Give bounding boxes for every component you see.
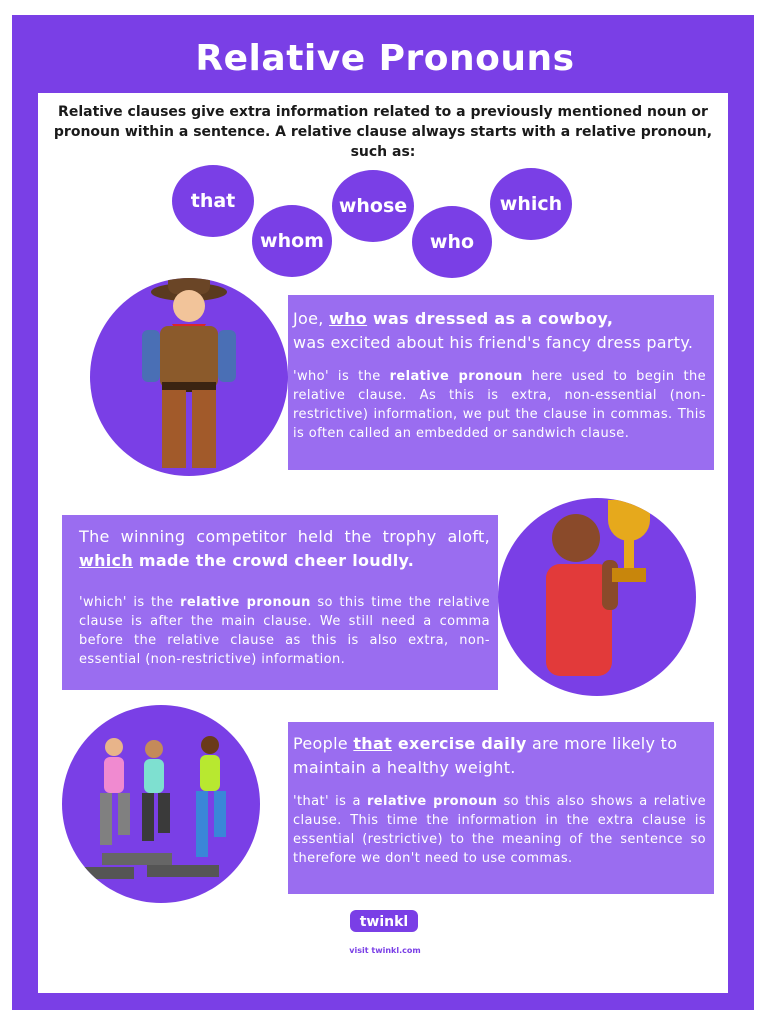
pronoun-bubble-whose: whose bbox=[332, 170, 414, 242]
example-box-that bbox=[288, 722, 714, 894]
twinkl-logo[interactable] bbox=[350, 906, 418, 946]
example-box-who bbox=[288, 295, 714, 470]
pronoun-bubble-that: that bbox=[172, 165, 254, 237]
example-sentence: The winning competitor held the trophy aloft, which made the crowd cheer loudly. bbox=[79, 527, 490, 570]
cowboy-illustration bbox=[90, 278, 288, 476]
cowboy-icon bbox=[90, 278, 288, 476]
pronoun-bubble-whom: whom bbox=[252, 205, 332, 277]
example-explanation: 'who' is the relative pronoun here used to begin the relative clause. As this is extra, non-essential (non-restrictive) information, we put the clause in commas. This is often called an embedded or sandwich clause. bbox=[293, 369, 706, 441]
relative-pronoun-who: who bbox=[329, 309, 368, 328]
trophy-icon bbox=[498, 498, 696, 696]
page-title: Relative Pronouns bbox=[195, 38, 575, 79]
pronoun-bubble-who: who bbox=[412, 206, 492, 278]
example-explanation: 'that' is a relative pronoun so this also shows a relative clause. This time the information in the extra clause is essential (restrictive) to the meaning of the sentence so therefore we don't need to use commas. bbox=[293, 794, 707, 866]
exercise-class-illustration bbox=[62, 705, 260, 903]
relative-pronoun-which: which bbox=[79, 551, 134, 570]
example-explanation: 'which' is the relative pronoun so this time the relative clause is after the main clause. We still need a comma before the relative clause as this is also extra, non-essential (non-restrictive) information. bbox=[79, 595, 491, 667]
intro-text: Relative clauses give extra information related to a previously mentioned noun or pronoun within a sentence. A relative clause always starts with a relative pronoun, such as: bbox=[53, 104, 713, 160]
pronoun-bubble-which: which bbox=[490, 168, 572, 240]
example-sentence: People that exercise daily are more likely to maintain a healthy weight. bbox=[293, 734, 678, 777]
example-sentence: Joe, who was dressed as a cowboy, was excited about his friend's fancy dress party. bbox=[293, 309, 694, 352]
logo-wordmark: twinkl bbox=[359, 914, 409, 930]
example-box-which bbox=[62, 515, 498, 690]
twinkl-logo-icon bbox=[350, 906, 418, 936]
step-class-icon bbox=[62, 705, 260, 903]
trophy-winner-illustration bbox=[498, 498, 696, 696]
logo-url[interactable]: visit twinkl.com bbox=[349, 946, 421, 955]
relative-pronoun-that: that bbox=[353, 734, 393, 753]
